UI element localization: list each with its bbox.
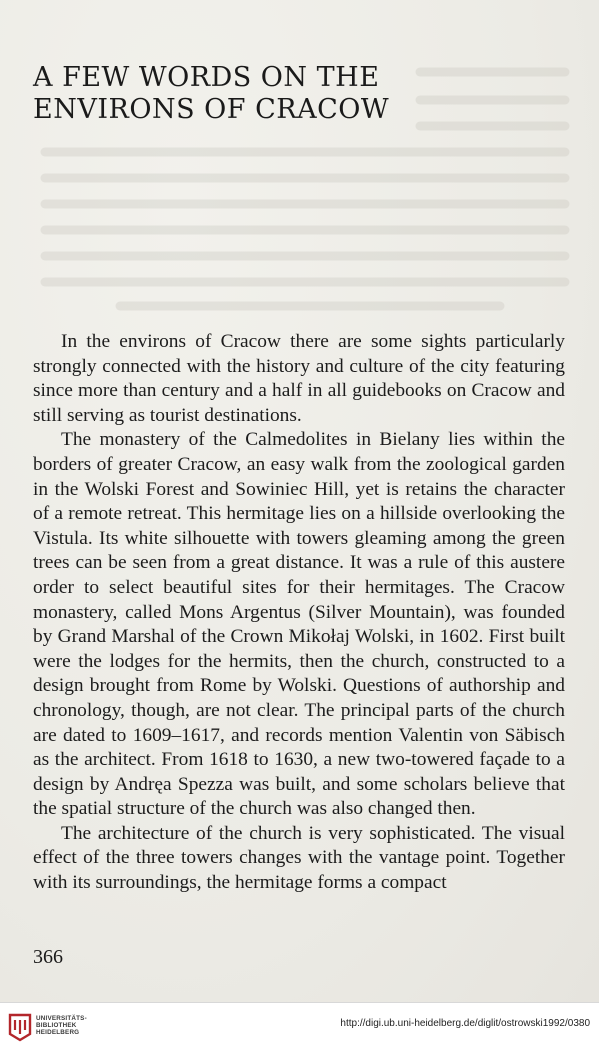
library-name-line: HEIDELBERG (36, 1029, 80, 1037)
chapter-title-line-2: ENVIRONS OF CRACOW (33, 94, 390, 125)
library-name-line: BIBLIOTHEK (36, 1022, 77, 1030)
library-name (36, 1015, 87, 1037)
paragraph: The monastery of the Calmedolites in Bielany lies within the borders of greater Cracow, an easy walk from the zoological garden in the Wolski Forest and Sowiniec Hill, yet is retains the character of a remote retreat. This hermitage lies on a hillside overlooking the Vistula. Its white silhouette with towers gleaming among the green trees can be seen from a great distance. It was a rule of this austere order to select beautiful sites for their hermitages. The Cracow monastery, called Mons Argentus (Silver Mountain), was founded by Grand Marshal of the Crown Mikołaj Wolski, in 1602. First built were the lodges for the hermits, then the church, constructed to a design brought from Rome by Wolski. Questions of authorship and chronology, though, are not clear. The principal parts of the church are dated to 1609–1617, and records mention Valentin von Säbisch as the architect. From 1618 to 1630, a new two-towered façade to a design by Andręa Spezza was built, and some scholars believe that the spatial structure of the church was also changed then. (33, 429, 565, 820)
page-number: 366 (33, 946, 63, 968)
chapter-title (33, 62, 389, 126)
library-name-line: UNIVERSITÄTS- (36, 1015, 87, 1022)
chapter-title-line-1: A FEW WORDS ON THE (33, 62, 380, 93)
footer-bar (0, 1002, 599, 1050)
paragraph: The architecture of the church is very sophisticated. The visual effect of the three towers changes with the vantage point. Together with its surroundings, the hermitage forms a compact (33, 822, 565, 894)
paragraph: In the environs of Cracow there are some sights particularly strongly connected with the history and culture of the city featuring since more than century and a half in all guidebooks on Cracow and still serving as tourist destinations. (33, 331, 565, 426)
body-text (33, 330, 565, 896)
source-url-link[interactable]: http://digi.ub.uni-heidelberg.de/diglit/ostrowski1992/0380 (340, 1018, 590, 1029)
library-logo-icon (7, 1012, 33, 1042)
